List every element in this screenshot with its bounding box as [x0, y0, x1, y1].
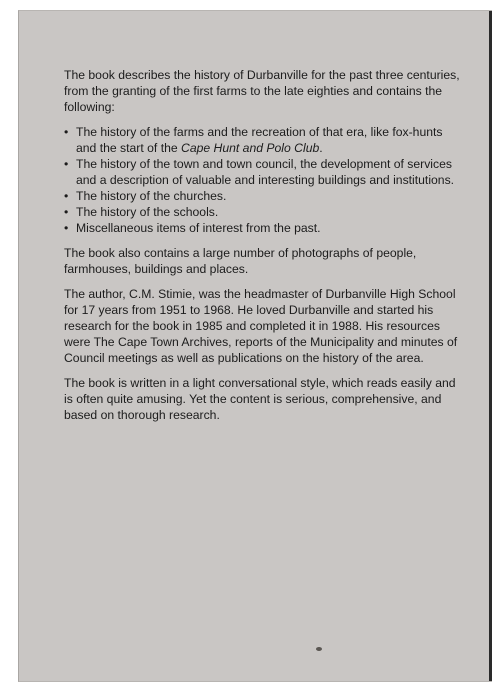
smudge-mark	[316, 647, 322, 651]
list-item-text: The history of the churches.	[76, 189, 227, 203]
list-item-text: The history of the schools.	[76, 205, 219, 219]
list-item	[64, 204, 464, 220]
list-item-text: The history of the town and town council, the development of services and a description of valuable and interesting buildings and institutions.	[76, 157, 455, 187]
bullet-icon: •	[64, 125, 69, 139]
list-item-end: .	[319, 141, 323, 155]
list-item	[64, 220, 464, 236]
style-paragraph: The book is written in a light conversational style, which reads easily and is often quite amusing. Yet the content is serious, comprehensive, and based on thorough research.	[64, 376, 456, 422]
photos-paragraph: The book also contains a large number of photographs of people, farmhouses, buildings and places.	[64, 246, 417, 276]
club-name: Cape Hunt and Polo Club	[181, 141, 320, 155]
list-item	[64, 156, 464, 188]
contents-list	[64, 124, 464, 236]
bullet-icon: •	[64, 189, 69, 203]
book-back-cover	[18, 10, 492, 682]
intro-paragraph: The book describes the history of Durbanville for the past three centuries, from the granting of the first farms to the late eighties and contains the following:	[64, 68, 460, 114]
author-paragraph: The author, C.M. Stimie, was the headmaster of Durbanville High School for 17 years from 1951 to 1968. He loved Durbanville and started his research for the book in 1985 and completed it in 1988. His resources were The Cape Town Archives, reports of the Municipality and minutes of Council meetings as well as publications on the history of the area.	[64, 287, 458, 365]
list-item-text: Miscellaneous items of interest from the past.	[76, 221, 321, 235]
list-item	[64, 188, 464, 204]
bullet-icon: •	[64, 157, 69, 171]
list-item-text: The history of the farms and the recreation of that era, like fox-hunts and the start of the	[76, 125, 443, 155]
blurb-text	[64, 67, 464, 432]
bullet-icon: •	[64, 205, 69, 219]
bullet-icon: •	[64, 221, 69, 235]
cover-spine-edge	[489, 11, 492, 681]
list-item	[64, 124, 464, 156]
